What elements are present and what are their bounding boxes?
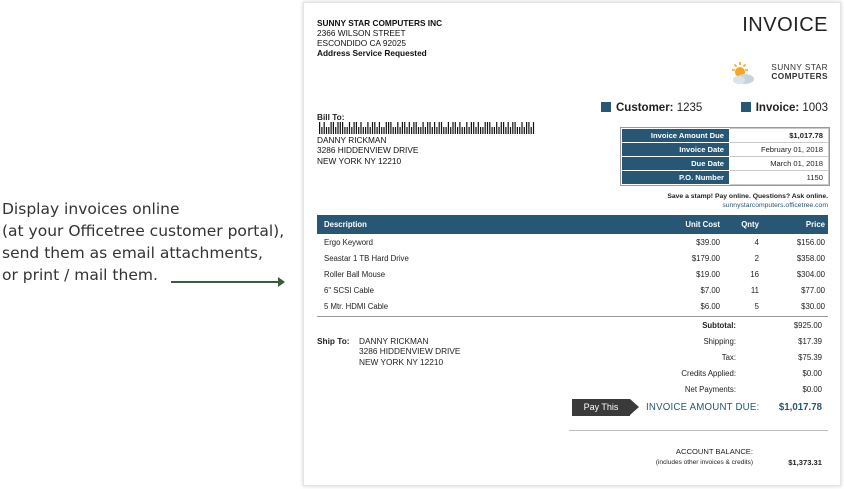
summary-key: P.O. Number (622, 171, 730, 185)
feature-caption (2, 198, 292, 286)
header-price: Price (805, 220, 825, 229)
summary-row (622, 129, 829, 143)
item-description: 6" SCSI Cable (324, 286, 375, 295)
item-price: $156.00 (796, 238, 825, 247)
table-row (317, 267, 828, 283)
table-row (317, 235, 828, 251)
shipping-row (562, 334, 822, 350)
item-qty: 11 (750, 286, 759, 295)
sender-city: ESCONDIDO CA 92025 (317, 38, 406, 48)
item-unit-cost: $19.00 (696, 270, 720, 279)
total-key: Tax: (721, 353, 736, 362)
sender-address (317, 18, 442, 58)
item-price: $30.00 (801, 302, 825, 311)
table-row (317, 299, 828, 315)
sender-note: Address Service Requested (317, 48, 427, 58)
table-divider (317, 316, 828, 317)
summary-value: 1150 (730, 171, 829, 185)
total-value: $0.00 (802, 369, 822, 378)
item-price: $304.00 (796, 270, 825, 279)
table-row (317, 283, 828, 299)
total-value: $75.39 (798, 353, 822, 362)
logo-line1: SUNNY STAR (771, 62, 828, 72)
summary-value: $1,017.78 (730, 129, 829, 143)
bill-to-address (317, 135, 418, 166)
summary-row (622, 171, 829, 185)
tax-row (562, 350, 822, 366)
pay-online-note (667, 193, 828, 210)
total-value: $925.00 (793, 321, 822, 330)
item-qty: 16 (750, 270, 759, 279)
item-qty: 4 (754, 238, 759, 247)
total-value: $0.00 (802, 385, 822, 394)
summary-value: February 01, 2018 (730, 143, 829, 157)
sender-street: 2366 WILSON STREET (317, 28, 406, 38)
ship-to-city: NEW YORK NY 12210 (359, 356, 444, 367)
item-qty: 2 (754, 254, 759, 263)
summary-key: Due Date (622, 157, 730, 171)
caption-line: send them as email attachments, (2, 244, 263, 262)
customer-number: Customer: 1235 (601, 102, 702, 114)
pay-this-button[interactable] (572, 399, 642, 416)
pay-online-text: Save a stamp! Pay online. Questions? Ask online. (667, 193, 828, 200)
arrow-tip-icon (630, 399, 639, 415)
logo-line2: COMPUTERS (771, 71, 828, 81)
invoice-summary-table (621, 128, 829, 185)
company-logo (728, 60, 828, 88)
square-icon (601, 102, 611, 112)
bill-to-label: Bill To: (317, 112, 345, 122)
ship-to-label: Ship To: (317, 336, 350, 346)
items-table-header (317, 215, 828, 234)
item-description: Ergo Keyword (324, 238, 373, 247)
net-payments-row (562, 382, 822, 398)
item-price: $358.00 (796, 254, 825, 263)
amount-due-label: INVOICE AMOUNT DUE: (646, 402, 760, 413)
invoice-value: 1003 (802, 102, 828, 114)
square-icon (741, 102, 751, 112)
customer-value: 1235 (676, 102, 703, 114)
summary-row (622, 157, 829, 171)
invoice-title: INVOICE (742, 14, 828, 36)
account-balance-note: (includes other invoices & credits) (655, 459, 753, 466)
total-key: Shipping: (703, 337, 736, 346)
invoice-document (303, 2, 841, 486)
header-description: Description (324, 220, 367, 229)
summary-row (622, 143, 829, 157)
total-key: Credits Applied: (681, 369, 736, 378)
total-key: Net Payments: (684, 385, 736, 394)
postal-barcode (317, 122, 537, 134)
bill-to-street: 3286 HIDDENVIEW DRIVE (317, 145, 419, 156)
bill-to-city: NEW YORK NY 12210 (317, 155, 402, 166)
item-price: $77.00 (801, 286, 825, 295)
account-balance-value: $1,373.31 (788, 458, 822, 467)
arrow-right-icon (171, 281, 283, 283)
bill-to-name: DANNY RICKMAN (317, 135, 387, 145)
header-qty: Qnty (741, 220, 759, 229)
table-row (317, 251, 828, 267)
item-description: Seastar 1 TB Hard Drive (324, 254, 409, 263)
account-balance-label: ACCOUNT BALANCE: (675, 447, 753, 456)
subtotal-row (562, 318, 822, 334)
divider (569, 430, 828, 431)
pay-this-label[interactable]: Pay This (572, 399, 630, 416)
portal-link[interactable]: sunnystarcomputers.officetree.com (722, 201, 828, 209)
ship-to-name: DANNY RICKMAN (359, 336, 429, 346)
caption-line: (at your Officetree customer portal), (2, 222, 285, 240)
caption-line: Display invoices online (2, 200, 180, 218)
summary-value: March 01, 2018 (730, 157, 829, 171)
invoice-number: Invoice: 1003 (741, 102, 828, 114)
sun-cloud-icon (728, 60, 758, 88)
credits-row (562, 366, 822, 382)
summary-key: Invoice Date (622, 143, 730, 157)
header-unit-cost: Unit Cost (685, 220, 720, 229)
total-value: $17.39 (798, 337, 822, 346)
item-unit-cost: $6.00 (700, 302, 720, 311)
caption-line: or print / mail them. (2, 266, 158, 284)
item-description: 5 Mtr. HDMI Cable (324, 302, 389, 311)
summary-key: Invoice Amount Due (622, 129, 730, 143)
amount-due-value: $1,017.78 (778, 402, 822, 413)
ship-to-address (359, 336, 460, 367)
item-unit-cost: $7.00 (700, 286, 720, 295)
item-unit-cost: $39.00 (696, 238, 720, 247)
item-unit-cost: $179.00 (691, 254, 720, 263)
total-key: Subtotal: (702, 321, 736, 330)
sender-name: SUNNY STAR COMPUTERS INC (317, 18, 443, 28)
ship-to-street: 3286 HIDDENVIEW DRIVE (359, 346, 461, 357)
item-description: Roller Ball Mouse (324, 270, 386, 279)
item-qty: 5 (754, 302, 759, 311)
